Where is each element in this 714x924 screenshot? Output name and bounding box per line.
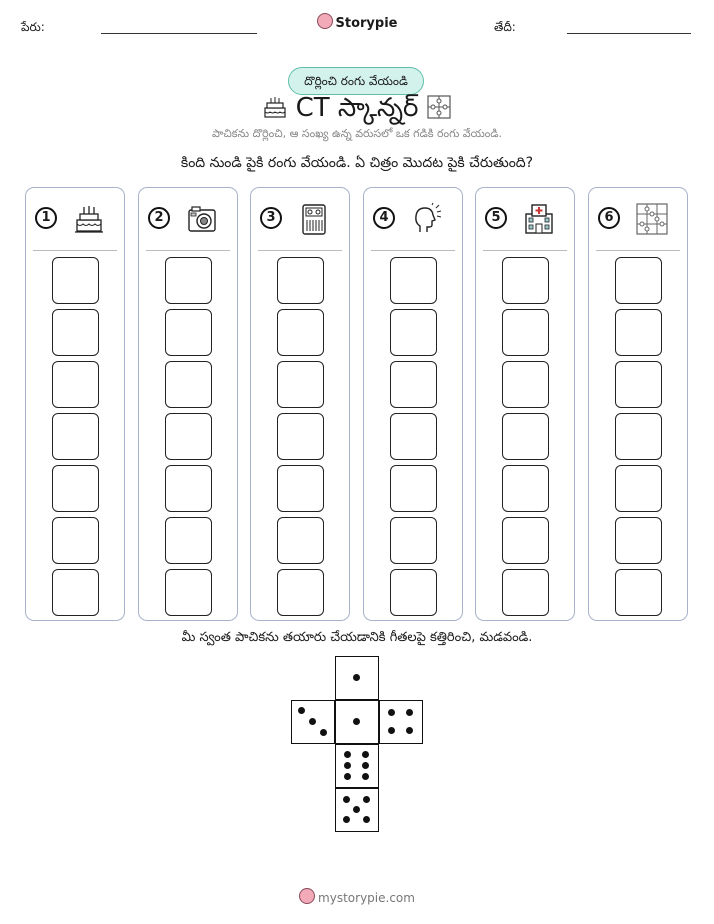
column-divider [258, 250, 342, 251]
dice-pip [388, 709, 395, 716]
column-header [589, 188, 687, 244]
color-box[interactable] [52, 309, 99, 356]
column-4 [363, 187, 463, 621]
name-label: పేరు: [21, 20, 45, 34]
dice-pip [309, 718, 316, 725]
column-number: 4 [373, 207, 395, 229]
column-divider [33, 250, 117, 251]
birthday-cake-icon [262, 94, 288, 128]
jigsaw-puzzle-icon [426, 94, 452, 128]
dice-pip [353, 718, 360, 725]
color-box[interactable] [277, 361, 324, 408]
color-box[interactable] [165, 413, 212, 460]
ct-scanner-machine-icon [297, 202, 331, 240]
column-divider [483, 250, 567, 251]
dice-pip [363, 796, 370, 803]
color-box[interactable] [390, 569, 437, 616]
color-box[interactable] [502, 361, 549, 408]
storypie-bear-icon [299, 888, 315, 904]
color-box[interactable] [615, 257, 662, 304]
date-line[interactable] [567, 33, 691, 34]
color-box[interactable] [615, 465, 662, 512]
color-box[interactable] [277, 413, 324, 460]
color-box[interactable] [502, 569, 549, 616]
column-number: 1 [35, 207, 57, 229]
page-title-row [0, 92, 714, 128]
color-box[interactable] [615, 517, 662, 564]
footer-url[interactable]: mystorypie.com [318, 891, 415, 905]
storypie-bear-icon [317, 13, 333, 29]
color-box[interactable] [502, 309, 549, 356]
color-box[interactable] [52, 413, 99, 460]
brand-name: Storypie [335, 16, 398, 31]
color-box[interactable] [52, 569, 99, 616]
dice-instructions: మీ స్వంత పాచికను తయారు చేయడానికి గీతలపై కత్తిరించి, మడవండి. [181, 630, 533, 645]
color-box[interactable] [165, 257, 212, 304]
color-box[interactable] [390, 517, 437, 564]
column-header [139, 188, 237, 244]
dice-pip [406, 709, 413, 716]
color-box[interactable] [390, 361, 437, 408]
column-5 [475, 187, 575, 621]
dice-pip [343, 816, 350, 823]
color-box[interactable] [277, 465, 324, 512]
color-box[interactable] [52, 361, 99, 408]
dice-pip [362, 751, 369, 758]
dice-pip [353, 674, 360, 681]
color-box[interactable] [502, 465, 549, 512]
color-box[interactable] [502, 517, 549, 564]
dice-face-six [335, 744, 379, 788]
column-header [251, 188, 349, 244]
dice-pip [406, 727, 413, 734]
column-6 [588, 187, 688, 621]
column-header [476, 188, 574, 244]
column-header [26, 188, 124, 244]
column-number: 6 [598, 207, 620, 229]
color-box[interactable] [52, 257, 99, 304]
color-box[interactable] [390, 413, 437, 460]
dice-pip [320, 729, 327, 736]
date-label: తేదీ: [494, 20, 516, 34]
dice-pip [344, 773, 351, 780]
dice-pip [388, 727, 395, 734]
color-box[interactable] [615, 361, 662, 408]
color-box[interactable] [615, 309, 662, 356]
dice-pip [344, 751, 351, 758]
dice-pip [344, 762, 351, 769]
dice-face-one [335, 656, 379, 700]
column-header [364, 188, 462, 244]
page-title: CT స్కాన్నర్ [295, 93, 419, 123]
hospital-icon [522, 202, 556, 240]
color-box[interactable] [165, 361, 212, 408]
column-1 [25, 187, 125, 621]
column-3 [250, 187, 350, 621]
color-box[interactable] [390, 257, 437, 304]
column-divider [146, 250, 230, 251]
dice-pip [343, 796, 350, 803]
color-box[interactable] [165, 309, 212, 356]
color-box[interactable] [277, 517, 324, 564]
color-box[interactable] [277, 309, 324, 356]
color-box[interactable] [52, 517, 99, 564]
column-2 [138, 187, 238, 621]
dice-face-five [335, 788, 379, 832]
question-text: కింది నుండి పైకి రంగు వేయండి. ఏ చిత్రం మొదట పైకి చేరుతుంది? [180, 155, 534, 171]
dice-face-one [335, 700, 379, 744]
color-box[interactable] [502, 413, 549, 460]
column-divider [371, 250, 455, 251]
dice-pip [363, 816, 370, 823]
color-box[interactable] [52, 465, 99, 512]
camera-icon [185, 202, 219, 240]
column-number: 2 [148, 207, 170, 229]
color-box[interactable] [615, 569, 662, 616]
color-box[interactable] [390, 465, 437, 512]
color-box[interactable] [165, 465, 212, 512]
jigsaw-puzzle-icon [635, 202, 669, 240]
name-line[interactable] [101, 33, 257, 34]
brand-logo [0, 13, 714, 31]
color-box[interactable] [165, 517, 212, 564]
color-box[interactable] [277, 569, 324, 616]
head-thinking-icon [410, 202, 444, 240]
dice-pip [362, 773, 369, 780]
footer [0, 888, 714, 905]
color-box[interactable] [165, 569, 212, 616]
color-box[interactable] [615, 413, 662, 460]
color-box[interactable] [390, 309, 437, 356]
color-box[interactable] [502, 257, 549, 304]
dice-face-four [379, 700, 423, 744]
column-divider [596, 250, 680, 251]
game-type-pill: దొర్లించి రంగు వేయండి [288, 67, 424, 95]
dice-pip [353, 806, 360, 813]
dice-face-three [291, 700, 335, 744]
column-number: 5 [485, 207, 507, 229]
dice-pip [298, 707, 305, 714]
birthday-cake-icon [72, 202, 106, 240]
subtitle: పాచికను దొర్లించి, ఆ సంఖ్య ఉన్న వరుసలో ఒక గడికి రంగు వేయండి. [212, 127, 502, 140]
column-number: 3 [260, 207, 282, 229]
dice-pip [362, 762, 369, 769]
color-box[interactable] [277, 257, 324, 304]
